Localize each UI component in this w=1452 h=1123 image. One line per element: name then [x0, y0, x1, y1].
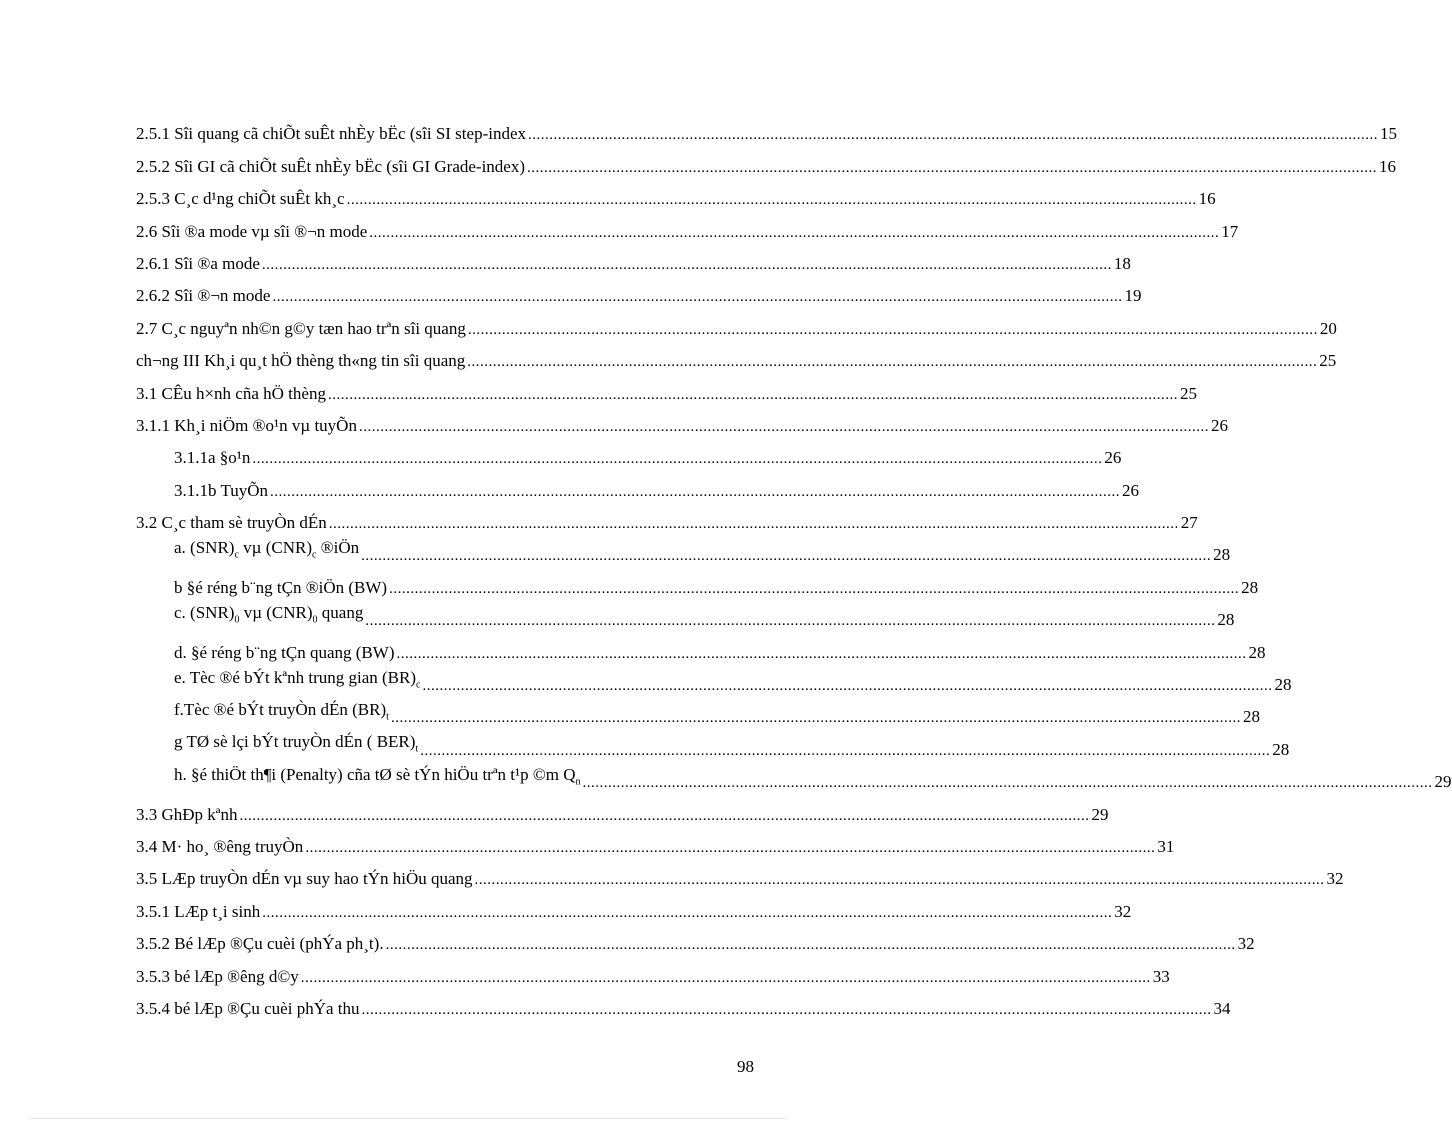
toc-entry-title: 3.3 GhÐp kªnh	[136, 804, 238, 824]
toc-entry	[0, 760, 1452, 792]
toc-entry	[0, 177, 1216, 209]
toc-entry	[0, 565, 1259, 597]
toc-entry-page: 32	[1326, 869, 1344, 889]
toc-entry-title: h. §é thiÖt th¶i (Penalty) cña tØ sè tÝn hiÖu trªn t¹p ©m $Q_n$	[174, 764, 581, 788]
toc-entry-page: 26	[1122, 480, 1140, 500]
toc-entry-page: 15	[1380, 124, 1397, 144]
toc-entry-title: 3.5 LÆp truyÒn dÉn vµ suy hao tÝn hiÖu quang	[136, 869, 473, 889]
toc-entry	[0, 404, 1228, 436]
toc-entry-page: 29	[1434, 772, 1452, 792]
toc-entry-title: 3.2 C¸c tham sè truyÒn dÉn	[136, 513, 327, 533]
toc-entry	[0, 533, 1231, 565]
toc-entry-title: a. $(SNR)_c$ vµ $(CNR)_c$ ®iÖn	[174, 538, 360, 561]
toc-entry	[0, 598, 1235, 630]
toc-entry-page: 33	[1152, 966, 1170, 986]
toc-entry-title: ch¬ng III Kh¸i qu¸t hÖ thèng th«ng tin sîi quang	[136, 351, 466, 371]
toc-entry-title: 3.1.1b TuyÕn	[174, 480, 269, 500]
toc-entry-page: 28	[1242, 707, 1260, 727]
toc-entry	[0, 242, 1131, 274]
toc-entry-page: 19	[1124, 286, 1142, 306]
toc-entry	[0, 825, 1175, 857]
dot-leader: ........................................................................................................................................................................................................	[305, 839, 1156, 856]
dot-leader: ........................................................................................................................................................................................................	[346, 192, 1197, 209]
dot-leader: ........................................................................................................................................................................................................	[262, 904, 1113, 921]
dot-leader: ........................................................................................................................................................................................................	[389, 580, 1240, 597]
toc-entry-title: 3.1.1a §o¹n	[174, 448, 251, 468]
toc-entry	[0, 630, 1266, 662]
toc-entry	[0, 792, 1109, 824]
toc-entry-page: 26	[1210, 415, 1228, 435]
dot-leader: ........................................................................................................................................................................................................	[582, 775, 1433, 792]
toc-entry-page: 28	[1241, 577, 1259, 597]
toc-entry-page: 18	[1113, 253, 1131, 273]
toc-entry-title: 2.6.1 Sîi ®a mode	[136, 253, 260, 273]
toc-entry-page: 28	[1272, 739, 1290, 759]
toc-entry	[0, 727, 1290, 759]
footer-divider	[30, 1118, 786, 1119]
toc-entry	[0, 436, 1122, 468]
toc-entry-title: d. §é réng b¨ng tÇn quang (BW)	[174, 642, 395, 662]
dot-leader: ........................................................................................................................................................................................................	[528, 127, 1378, 144]
toc-entry-title: 2.6.2 Sîi ®¬n mode	[136, 286, 271, 306]
toc-entry-page: 16	[1198, 189, 1216, 209]
toc-entry	[0, 274, 1142, 306]
dot-leader: ........................................................................................................................................................................................................	[239, 807, 1090, 824]
toc-entry	[0, 695, 1260, 727]
toc-entry-page: 32	[1114, 901, 1132, 921]
toc-entry-page: 17	[1221, 221, 1239, 241]
toc-entry-page: 34	[1213, 998, 1231, 1018]
toc-entry-page: 32	[1237, 934, 1255, 954]
toc-entry	[0, 987, 1231, 1019]
page-number: 98	[737, 1057, 754, 1076]
dot-leader: ........................................................................................................................................................................................................	[361, 1001, 1212, 1018]
toc-entry	[0, 954, 1170, 986]
toc-entry	[0, 209, 1239, 241]
dot-leader: ........................................................................................................................................................................................................	[365, 613, 1216, 630]
toc-entry-title: 2.6 Sîi ®a mode vµ sîi ®¬n mode	[136, 221, 368, 241]
dot-leader: ........................................................................................................................................................................................................	[300, 969, 1151, 986]
toc-entry	[0, 663, 1292, 695]
dot-leader: ........................................................................................................................................................................................................	[252, 451, 1103, 468]
toc-entry	[0, 339, 1337, 371]
dot-leader: ........................................................................................................................................................................................................	[396, 645, 1247, 662]
dot-leader: ........................................................................................................................................................................................................	[385, 937, 1236, 954]
table-of-contents	[0, 112, 1452, 1019]
toc-entry	[0, 371, 1197, 403]
dot-leader: ........................................................................................................................................................................................................	[358, 418, 1209, 435]
toc-entry-title: 2.7 C¸c nguyªn nh©n g©y tæn hao trªn sîi quang	[136, 318, 466, 338]
toc-entry-page: 29	[1091, 804, 1109, 824]
dot-leader: ........................................................................................................................................................................................................	[369, 224, 1220, 241]
toc-entry-title: b §é réng b¨ng tÇn ®iÖn (BW)	[174, 577, 388, 597]
toc-entry-title: 3.5.2 Bé lÆp ®Çu cuèi (phÝa ph¸t).	[136, 934, 384, 954]
dot-leader: ........................................................................................................................................................................................................	[261, 256, 1112, 273]
toc-entry-page: 31	[1157, 836, 1175, 856]
dot-leader: ........................................................................................................................................................................................................	[420, 742, 1271, 759]
toc-entry	[0, 922, 1255, 954]
toc-entry	[0, 857, 1344, 889]
toc-entry	[0, 889, 1132, 921]
toc-entry-title: g TØ sè lçi bÝt truyÒn dÉn ( $BER)_t$	[174, 732, 419, 755]
toc-entry-title: c. $(SNR)_0$ vµ $(CNR)_0$ quang	[174, 602, 364, 626]
toc-entry	[0, 144, 1397, 176]
toc-entry-title: 3.1.1 Kh¸i niÖm ®o¹n vµ tuyÕn	[136, 415, 357, 435]
toc-entry-page: 28	[1248, 642, 1266, 662]
toc-entry	[0, 501, 1198, 533]
toc-entry-page: 26	[1104, 448, 1122, 468]
toc-entry-page: 20	[1319, 318, 1337, 338]
toc-entry-title: 3.5.3 bé lÆp ®êng d©y	[136, 966, 299, 986]
dot-leader: ........................................................................................................................................................................................................	[361, 548, 1212, 565]
toc-entry-page: 25	[1319, 351, 1337, 371]
toc-entry-page: 28	[1213, 545, 1231, 565]
toc-entry-page: 28	[1274, 675, 1292, 695]
toc-entry-title: 3.1 CÊu h×nh cña hÖ thèng	[136, 383, 326, 403]
toc-entry-title: 2.5.1 Sîi quang cã chiÕt suÊt nhÈy bËc (sîi SI step-index	[136, 124, 526, 144]
dot-leader: ........................................................................................................................................................................................................	[527, 159, 1378, 176]
toc-entry-title: 3.5.4 bé lÆp ®Çu cuèi phÝa thu	[136, 998, 360, 1018]
toc-entry-page: 27	[1180, 513, 1198, 533]
toc-entry-title: 2.5.3 C¸c d¹ng chiÕt suÊt kh¸c	[136, 189, 345, 209]
toc-entry-title: e. Tèc ®é bÝt kªnh trung gian $(BR)_c$	[174, 667, 421, 691]
dot-leader: ........................................................................................................................................................................................................	[270, 483, 1121, 500]
toc-entry-title: 3.5.1 LÆp t¸i sinh	[136, 901, 261, 921]
toc-entry-title: f.Tèc ®é bÝt truyÒn dÉn $(BR)_t$	[174, 700, 389, 723]
toc-entry	[0, 468, 1140, 500]
toc-entry-title: 2.5.2 Sîi GI cã chiÕt suÊt nhÈy bËc (sîi GI Grade-index)	[136, 156, 526, 176]
toc-entry-title: 3.4 M· ho¸ ®êng truyÒn	[136, 836, 304, 856]
dot-leader: ........................................................................................................................................................................................................	[390, 710, 1241, 727]
dot-leader: ........................................................................................................................................................................................................	[272, 289, 1123, 306]
toc-entry	[0, 306, 1337, 338]
toc-entry-page: 25	[1179, 383, 1197, 403]
toc-entry	[0, 112, 1397, 144]
dot-leader: ........................................................................................................................................................................................................	[422, 678, 1273, 695]
dot-leader: ........................................................................................................................................................................................................	[474, 872, 1325, 889]
dot-leader: ........................................................................................................................................................................................................	[467, 321, 1318, 338]
dot-leader: ........................................................................................................................................................................................................	[327, 386, 1178, 403]
dot-leader: ........................................................................................................................................................................................................	[467, 354, 1318, 371]
toc-entry-page: 16	[1379, 156, 1397, 176]
toc-entry-page: 28	[1217, 610, 1235, 630]
dot-leader: ........................................................................................................................................................................................................	[328, 516, 1179, 533]
